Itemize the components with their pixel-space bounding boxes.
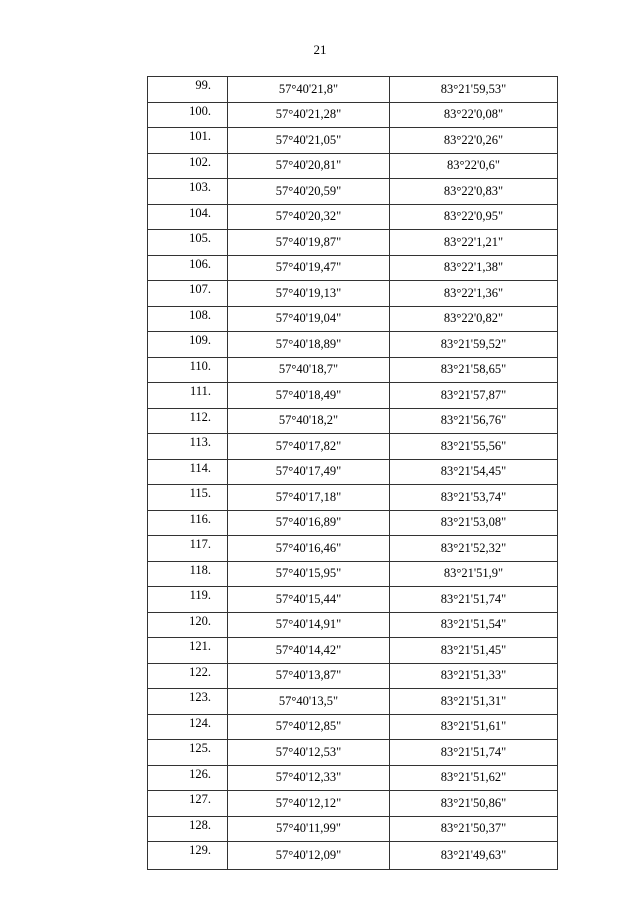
point-number-cell: 123.: [148, 689, 228, 715]
longitude-cell: 83°21'51,74": [390, 587, 558, 613]
longitude-cell: 83°21'59,52": [390, 332, 558, 358]
page-number: 21: [313, 42, 327, 57]
table-row: [148, 383, 558, 409]
point-number-cell: 104.: [148, 204, 228, 230]
longitude-cell: 83°21'51,61": [390, 714, 558, 740]
point-number-cell: 115.: [148, 485, 228, 511]
point-number-cell: 113.: [148, 434, 228, 460]
table-row: [148, 714, 558, 740]
latitude-cell: 57°40'12,12": [228, 791, 390, 817]
latitude-cell: 57°40'12,33": [228, 765, 390, 791]
latitude-cell: 57°40'12,85": [228, 714, 390, 740]
latitude-cell: 57°40'20,32": [228, 204, 390, 230]
point-number-cell: 127.: [148, 791, 228, 817]
point-number-cell: 117.: [148, 536, 228, 562]
latitude-cell: 57°40'11,99": [228, 816, 390, 842]
latitude-cell: 57°40'21,05": [228, 128, 390, 154]
table-row: [148, 332, 558, 358]
coordinates-table-body: [148, 77, 558, 870]
table-row: [148, 77, 558, 103]
latitude-cell: 57°40'12,09": [228, 842, 390, 870]
latitude-cell: 57°40'18,7": [228, 357, 390, 383]
point-number-cell: 112.: [148, 408, 228, 434]
coordinates-table: [147, 76, 558, 870]
point-number-cell: 100.: [148, 102, 228, 128]
longitude-cell: 83°21'55,56": [390, 434, 558, 460]
point-number-cell: 105.: [148, 230, 228, 256]
point-number-cell: 102.: [148, 153, 228, 179]
longitude-cell: 83°22'0,82": [390, 306, 558, 332]
table-row: [148, 281, 558, 307]
longitude-cell: 83°21'51,9": [390, 561, 558, 587]
point-number-cell: 120.: [148, 612, 228, 638]
table-row: [148, 255, 558, 281]
table-row: [148, 408, 558, 434]
point-number-cell: 126.: [148, 765, 228, 791]
table-row: [148, 536, 558, 562]
longitude-cell: 83°22'1,21": [390, 230, 558, 256]
latitude-cell: 57°40'13,5": [228, 689, 390, 715]
longitude-cell: 83°21'59,53": [390, 77, 558, 103]
longitude-cell: 83°21'51,33": [390, 663, 558, 689]
latitude-cell: 57°40'21,8": [228, 77, 390, 103]
point-number-cell: 129.: [148, 842, 228, 870]
longitude-cell: 83°22'1,38": [390, 255, 558, 281]
longitude-cell: 83°21'58,65": [390, 357, 558, 383]
point-number-cell: 124.: [148, 714, 228, 740]
point-number-cell: 125.: [148, 740, 228, 766]
latitude-cell: 57°40'19,04": [228, 306, 390, 332]
point-number-cell: 106.: [148, 255, 228, 281]
longitude-cell: 83°22'1,36": [390, 281, 558, 307]
latitude-cell: 57°40'18,89": [228, 332, 390, 358]
latitude-cell: 57°40'14,42": [228, 638, 390, 664]
table-row: [148, 485, 558, 511]
point-number-cell: 110.: [148, 357, 228, 383]
latitude-cell: 57°40'21,28": [228, 102, 390, 128]
latitude-cell: 57°40'17,82": [228, 434, 390, 460]
point-number-cell: 109.: [148, 332, 228, 358]
table-row: [148, 740, 558, 766]
point-number-cell: 111.: [148, 383, 228, 409]
table-row: [148, 153, 558, 179]
latitude-cell: 57°40'20,81": [228, 153, 390, 179]
longitude-cell: 83°21'51,31": [390, 689, 558, 715]
point-number-cell: 128.: [148, 816, 228, 842]
latitude-cell: 57°40'19,47": [228, 255, 390, 281]
longitude-cell: 83°22'0,6": [390, 153, 558, 179]
table-row: [148, 587, 558, 613]
longitude-cell: 83°21'51,62": [390, 765, 558, 791]
longitude-cell: 83°21'54,45": [390, 459, 558, 485]
table-row: [148, 357, 558, 383]
longitude-cell: 83°21'57,87": [390, 383, 558, 409]
table-row: [148, 204, 558, 230]
table-row: [148, 765, 558, 791]
longitude-cell: 83°21'53,08": [390, 510, 558, 536]
longitude-cell: 83°21'50,37": [390, 816, 558, 842]
latitude-cell: 57°40'14,91": [228, 612, 390, 638]
point-number-cell: 107.: [148, 281, 228, 307]
longitude-cell: 83°22'0,08": [390, 102, 558, 128]
table-row: [148, 816, 558, 842]
table-row: [148, 306, 558, 332]
latitude-cell: 57°40'13,87": [228, 663, 390, 689]
longitude-cell: 83°21'51,45": [390, 638, 558, 664]
table-row: [148, 663, 558, 689]
table-row: [148, 459, 558, 485]
latitude-cell: 57°40'19,13": [228, 281, 390, 307]
table-row: [148, 842, 558, 870]
table-row: [148, 434, 558, 460]
table-row: [148, 102, 558, 128]
point-number-cell: 101.: [148, 128, 228, 154]
latitude-cell: 57°40'15,95": [228, 561, 390, 587]
table-row: [148, 689, 558, 715]
longitude-cell: 83°21'51,74": [390, 740, 558, 766]
longitude-cell: 83°21'56,76": [390, 408, 558, 434]
latitude-cell: 57°40'20,59": [228, 179, 390, 205]
longitude-cell: 83°22'0,83": [390, 179, 558, 205]
table-row: [148, 230, 558, 256]
point-number-cell: 108.: [148, 306, 228, 332]
table-row: [148, 510, 558, 536]
table-row: [148, 791, 558, 817]
longitude-cell: 83°21'51,54": [390, 612, 558, 638]
point-number-cell: 121.: [148, 638, 228, 664]
longitude-cell: 83°21'50,86": [390, 791, 558, 817]
point-number-cell: 118.: [148, 561, 228, 587]
latitude-cell: 57°40'17,18": [228, 485, 390, 511]
latitude-cell: 57°40'18,2": [228, 408, 390, 434]
table-row: [148, 612, 558, 638]
point-number-cell: 119.: [148, 587, 228, 613]
table-row: [148, 179, 558, 205]
longitude-cell: 83°21'53,74": [390, 485, 558, 511]
longitude-cell: 83°22'0,95": [390, 204, 558, 230]
point-number-cell: 103.: [148, 179, 228, 205]
point-number-cell: 114.: [148, 459, 228, 485]
latitude-cell: 57°40'12,53": [228, 740, 390, 766]
longitude-cell: 83°21'49,63": [390, 842, 558, 870]
latitude-cell: 57°40'19,87": [228, 230, 390, 256]
table-row: [148, 638, 558, 664]
point-number-cell: 116.: [148, 510, 228, 536]
table-row: [148, 128, 558, 154]
latitude-cell: 57°40'15,44": [228, 587, 390, 613]
latitude-cell: 57°40'16,89": [228, 510, 390, 536]
latitude-cell: 57°40'16,46": [228, 536, 390, 562]
point-number-cell: 122.: [148, 663, 228, 689]
longitude-cell: 83°22'0,26": [390, 128, 558, 154]
point-number-cell: 99.: [148, 77, 228, 103]
latitude-cell: 57°40'17,49": [228, 459, 390, 485]
latitude-cell: 57°40'18,49": [228, 383, 390, 409]
table-row: [148, 561, 558, 587]
longitude-cell: 83°21'52,32": [390, 536, 558, 562]
